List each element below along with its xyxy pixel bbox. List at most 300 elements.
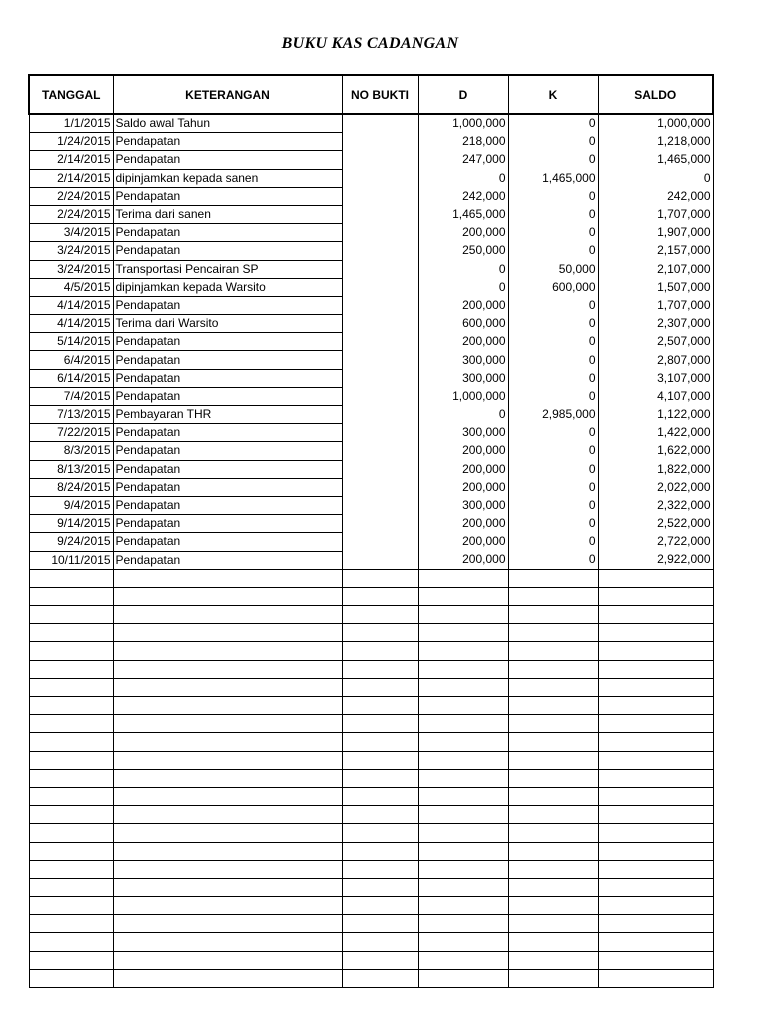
balance-cell xyxy=(598,660,713,678)
column-header-debit: D xyxy=(418,75,508,114)
table-row xyxy=(29,478,713,496)
receipt-number-cell xyxy=(342,915,418,933)
page-title: BUKU KAS CADANGAN xyxy=(281,35,459,52)
table-row xyxy=(29,333,713,351)
table-row xyxy=(29,551,713,569)
balance-cell xyxy=(598,587,713,605)
empty-table-row xyxy=(29,824,713,842)
credit-cell: 0 xyxy=(508,424,598,442)
credit-cell xyxy=(508,915,598,933)
column-header-tanggal: TANGGAL xyxy=(29,75,113,114)
balance-cell: 1,907,000 xyxy=(598,224,713,242)
debit-cell xyxy=(418,678,508,696)
debit-cell xyxy=(418,915,508,933)
date-cell xyxy=(29,806,113,824)
balance-cell: 2,322,000 xyxy=(598,496,713,514)
debit-cell xyxy=(418,733,508,751)
debit-cell: 1,000,000 xyxy=(418,387,508,405)
date-cell: 3/4/2015 xyxy=(29,224,113,242)
receipt-number-cell xyxy=(342,114,418,133)
description-cell: Transportasi Pencairan SP xyxy=(113,260,342,278)
description-cell: dipinjamkan kepada Warsito xyxy=(113,278,342,296)
balance-cell xyxy=(598,733,713,751)
description-cell xyxy=(113,787,342,805)
credit-cell: 0 xyxy=(508,387,598,405)
balance-cell xyxy=(598,951,713,969)
receipt-number-cell xyxy=(342,606,418,624)
date-cell: 4/14/2015 xyxy=(29,315,113,333)
receipt-number-cell xyxy=(342,769,418,787)
description-cell xyxy=(113,933,342,951)
description-cell xyxy=(113,678,342,696)
date-cell xyxy=(29,624,113,642)
balance-cell: 2,522,000 xyxy=(598,515,713,533)
date-cell: 2/14/2015 xyxy=(29,151,113,169)
balance-cell xyxy=(598,715,713,733)
debit-cell xyxy=(418,715,508,733)
empty-table-row xyxy=(29,715,713,733)
credit-cell: 0 xyxy=(508,133,598,151)
date-cell xyxy=(29,860,113,878)
balance-cell xyxy=(598,751,713,769)
receipt-number-cell xyxy=(342,515,418,533)
debit-cell xyxy=(418,969,508,987)
description-cell: Pendapatan xyxy=(113,369,342,387)
debit-cell: 300,000 xyxy=(418,424,508,442)
receipt-number-cell xyxy=(342,187,418,205)
column-header-keterangan: KETERANGAN xyxy=(113,75,342,114)
date-cell: 7/13/2015 xyxy=(29,406,113,424)
column-header-no-bukti: NO BUKTI xyxy=(342,75,418,114)
date-cell xyxy=(29,715,113,733)
balance-cell: 2,807,000 xyxy=(598,351,713,369)
table-row xyxy=(29,406,713,424)
receipt-number-cell xyxy=(342,733,418,751)
date-cell xyxy=(29,769,113,787)
balance-cell xyxy=(598,842,713,860)
receipt-number-cell xyxy=(342,569,418,587)
balance-cell: 1,218,000 xyxy=(598,133,713,151)
date-cell xyxy=(29,697,113,715)
receipt-number-cell xyxy=(342,824,418,842)
debit-cell: 0 xyxy=(418,278,508,296)
debit-cell xyxy=(418,624,508,642)
debit-cell: 200,000 xyxy=(418,551,508,569)
empty-table-row xyxy=(29,969,713,987)
balance-cell: 1,000,000 xyxy=(598,114,713,133)
receipt-number-cell xyxy=(342,478,418,496)
empty-table-row xyxy=(29,624,713,642)
description-cell: Pendapatan xyxy=(113,424,342,442)
receipt-number-cell xyxy=(342,133,418,151)
credit-cell: 0 xyxy=(508,351,598,369)
table-row xyxy=(29,242,713,260)
description-cell xyxy=(113,660,342,678)
date-cell: 8/13/2015 xyxy=(29,460,113,478)
empty-table-row xyxy=(29,842,713,860)
balance-cell: 2,107,000 xyxy=(598,260,713,278)
description-cell xyxy=(113,951,342,969)
description-cell xyxy=(113,806,342,824)
credit-cell xyxy=(508,824,598,842)
receipt-number-cell xyxy=(342,933,418,951)
debit-cell xyxy=(418,860,508,878)
description-cell: Pendapatan xyxy=(113,460,342,478)
description-cell xyxy=(113,569,342,587)
date-cell xyxy=(29,733,113,751)
debit-cell xyxy=(418,806,508,824)
description-cell: Pendapatan xyxy=(113,478,342,496)
credit-cell: 0 xyxy=(508,460,598,478)
date-cell xyxy=(29,824,113,842)
credit-cell: 0 xyxy=(508,533,598,551)
empty-table-row xyxy=(29,787,713,805)
date-cell xyxy=(29,642,113,660)
empty-table-row xyxy=(29,569,713,587)
balance-cell xyxy=(598,697,713,715)
table-row xyxy=(29,151,713,169)
receipt-number-cell xyxy=(342,533,418,551)
credit-cell xyxy=(508,806,598,824)
description-cell xyxy=(113,842,342,860)
balance-cell: 1,707,000 xyxy=(598,205,713,223)
description-cell xyxy=(113,697,342,715)
receipt-number-cell xyxy=(342,897,418,915)
balance-cell: 1,465,000 xyxy=(598,151,713,169)
debit-cell xyxy=(418,697,508,715)
date-cell xyxy=(29,933,113,951)
debit-cell: 300,000 xyxy=(418,369,508,387)
date-cell xyxy=(29,842,113,860)
table-row xyxy=(29,133,713,151)
balance-cell xyxy=(598,678,713,696)
credit-cell xyxy=(508,933,598,951)
table-row xyxy=(29,114,713,133)
description-cell: Pendapatan xyxy=(113,242,342,260)
empty-table-row xyxy=(29,678,713,696)
balance-cell: 0 xyxy=(598,169,713,187)
balance-cell: 1,507,000 xyxy=(598,278,713,296)
date-cell: 6/14/2015 xyxy=(29,369,113,387)
empty-table-row xyxy=(29,733,713,751)
credit-cell xyxy=(508,969,598,987)
debit-cell xyxy=(418,642,508,660)
balance-cell: 3,107,000 xyxy=(598,369,713,387)
balance-cell: 2,157,000 xyxy=(598,242,713,260)
empty-table-row xyxy=(29,878,713,896)
description-cell xyxy=(113,642,342,660)
receipt-number-cell xyxy=(342,878,418,896)
debit-cell: 250,000 xyxy=(418,242,508,260)
receipt-number-cell xyxy=(342,751,418,769)
date-cell: 7/22/2015 xyxy=(29,424,113,442)
description-cell xyxy=(113,751,342,769)
receipt-number-cell xyxy=(342,951,418,969)
debit-cell: 200,000 xyxy=(418,533,508,551)
description-cell xyxy=(113,824,342,842)
table-row xyxy=(29,205,713,223)
description-cell: Pendapatan xyxy=(113,515,342,533)
debit-cell: 1,000,000 xyxy=(418,114,508,133)
credit-cell: 2,985,000 xyxy=(508,406,598,424)
receipt-number-cell xyxy=(342,969,418,987)
description-cell: Pendapatan xyxy=(113,133,342,151)
debit-cell: 1,465,000 xyxy=(418,205,508,223)
date-cell xyxy=(29,606,113,624)
receipt-number-cell xyxy=(342,460,418,478)
receipt-number-cell xyxy=(342,224,418,242)
debit-cell: 200,000 xyxy=(418,515,508,533)
description-cell xyxy=(113,969,342,987)
balance-cell xyxy=(598,933,713,951)
credit-cell: 1,465,000 xyxy=(508,169,598,187)
debit-cell xyxy=(418,897,508,915)
credit-cell xyxy=(508,787,598,805)
receipt-number-cell xyxy=(342,587,418,605)
empty-table-row xyxy=(29,915,713,933)
date-cell: 9/24/2015 xyxy=(29,533,113,551)
credit-cell xyxy=(508,733,598,751)
credit-cell xyxy=(508,624,598,642)
balance-cell: 1,822,000 xyxy=(598,460,713,478)
date-cell xyxy=(29,897,113,915)
debit-cell xyxy=(418,769,508,787)
table-row xyxy=(29,315,713,333)
credit-cell xyxy=(508,587,598,605)
balance-cell: 242,000 xyxy=(598,187,713,205)
debit-cell: 300,000 xyxy=(418,496,508,514)
balance-cell: 2,722,000 xyxy=(598,533,713,551)
credit-cell xyxy=(508,678,598,696)
date-cell xyxy=(29,569,113,587)
credit-cell: 0 xyxy=(508,551,598,569)
column-header-kredit: K xyxy=(508,75,598,114)
debit-cell: 200,000 xyxy=(418,478,508,496)
credit-cell xyxy=(508,860,598,878)
balance-cell: 2,507,000 xyxy=(598,333,713,351)
receipt-number-cell xyxy=(342,697,418,715)
receipt-number-cell xyxy=(342,169,418,187)
description-cell: Pendapatan xyxy=(113,224,342,242)
credit-cell: 50,000 xyxy=(508,260,598,278)
empty-table-row xyxy=(29,697,713,715)
receipt-number-cell xyxy=(342,715,418,733)
debit-cell: 200,000 xyxy=(418,460,508,478)
credit-cell xyxy=(508,715,598,733)
receipt-number-cell xyxy=(342,551,418,569)
balance-cell: 1,707,000 xyxy=(598,296,713,314)
receipt-number-cell xyxy=(342,242,418,260)
description-cell xyxy=(113,878,342,896)
table-header-row xyxy=(29,75,713,114)
debit-cell: 200,000 xyxy=(418,224,508,242)
empty-table-row xyxy=(29,897,713,915)
receipt-number-cell xyxy=(342,624,418,642)
receipt-number-cell xyxy=(342,315,418,333)
table-row xyxy=(29,187,713,205)
table-row xyxy=(29,278,713,296)
balance-cell xyxy=(598,878,713,896)
receipt-number-cell xyxy=(342,406,418,424)
debit-cell: 242,000 xyxy=(418,187,508,205)
credit-cell xyxy=(508,642,598,660)
description-cell: Pendapatan xyxy=(113,151,342,169)
description-cell xyxy=(113,915,342,933)
debit-cell xyxy=(418,751,508,769)
credit-cell: 0 xyxy=(508,151,598,169)
description-cell xyxy=(113,606,342,624)
credit-cell: 0 xyxy=(508,496,598,514)
date-cell: 4/14/2015 xyxy=(29,296,113,314)
debit-cell xyxy=(418,660,508,678)
date-cell: 3/24/2015 xyxy=(29,260,113,278)
balance-cell xyxy=(598,624,713,642)
table-row xyxy=(29,169,713,187)
receipt-number-cell xyxy=(342,442,418,460)
receipt-number-cell xyxy=(342,151,418,169)
empty-table-row xyxy=(29,642,713,660)
table-row xyxy=(29,260,713,278)
date-cell xyxy=(29,660,113,678)
date-cell xyxy=(29,587,113,605)
empty-table-row xyxy=(29,587,713,605)
receipt-number-cell xyxy=(342,351,418,369)
debit-cell xyxy=(418,569,508,587)
receipt-number-cell xyxy=(342,333,418,351)
balance-cell: 1,622,000 xyxy=(598,442,713,460)
description-cell xyxy=(113,897,342,915)
column-header-saldo: SALDO xyxy=(598,75,713,114)
table-row xyxy=(29,460,713,478)
empty-table-row xyxy=(29,606,713,624)
date-cell: 4/5/2015 xyxy=(29,278,113,296)
description-cell xyxy=(113,715,342,733)
receipt-number-cell xyxy=(342,424,418,442)
empty-table-row xyxy=(29,860,713,878)
balance-cell xyxy=(598,769,713,787)
description-cell xyxy=(113,624,342,642)
table-row xyxy=(29,533,713,551)
date-cell xyxy=(29,878,113,896)
debit-cell xyxy=(418,933,508,951)
credit-cell: 0 xyxy=(508,442,598,460)
receipt-number-cell xyxy=(342,678,418,696)
balance-cell xyxy=(598,606,713,624)
receipt-number-cell xyxy=(342,296,418,314)
empty-table-row xyxy=(29,751,713,769)
receipt-number-cell xyxy=(342,787,418,805)
empty-table-row xyxy=(29,806,713,824)
date-cell: 1/24/2015 xyxy=(29,133,113,151)
date-cell: 7/4/2015 xyxy=(29,387,113,405)
date-cell xyxy=(29,915,113,933)
table-row xyxy=(29,296,713,314)
credit-cell xyxy=(508,769,598,787)
debit-cell: 0 xyxy=(418,169,508,187)
date-cell: 1/1/2015 xyxy=(29,114,113,133)
date-cell: 2/24/2015 xyxy=(29,205,113,223)
balance-cell: 2,022,000 xyxy=(598,478,713,496)
receipt-number-cell xyxy=(342,660,418,678)
balance-cell xyxy=(598,569,713,587)
credit-cell: 0 xyxy=(508,369,598,387)
balance-cell: 2,307,000 xyxy=(598,315,713,333)
receipt-number-cell xyxy=(342,642,418,660)
date-cell: 6/4/2015 xyxy=(29,351,113,369)
credit-cell xyxy=(508,842,598,860)
empty-table-row xyxy=(29,769,713,787)
description-cell: Pendapatan xyxy=(113,333,342,351)
debit-cell xyxy=(418,842,508,860)
credit-cell: 0 xyxy=(508,296,598,314)
credit-cell xyxy=(508,660,598,678)
debit-cell: 600,000 xyxy=(418,315,508,333)
credit-cell: 0 xyxy=(508,333,598,351)
balance-cell xyxy=(598,806,713,824)
table-row xyxy=(29,351,713,369)
description-cell xyxy=(113,733,342,751)
date-cell: 9/14/2015 xyxy=(29,515,113,533)
credit-cell xyxy=(508,751,598,769)
credit-cell xyxy=(508,897,598,915)
credit-cell xyxy=(508,569,598,587)
credit-cell: 0 xyxy=(508,187,598,205)
receipt-number-cell xyxy=(342,860,418,878)
balance-cell xyxy=(598,824,713,842)
receipt-number-cell xyxy=(342,205,418,223)
description-cell: Pendapatan xyxy=(113,387,342,405)
receipt-number-cell xyxy=(342,806,418,824)
date-cell: 2/14/2015 xyxy=(29,169,113,187)
description-cell: Pendapatan xyxy=(113,296,342,314)
receipt-number-cell xyxy=(342,278,418,296)
balance-cell: 4,107,000 xyxy=(598,387,713,405)
date-cell: 3/24/2015 xyxy=(29,242,113,260)
debit-cell xyxy=(418,824,508,842)
empty-table-row xyxy=(29,660,713,678)
balance-cell: 1,422,000 xyxy=(598,424,713,442)
empty-table-row xyxy=(29,933,713,951)
balance-cell xyxy=(598,787,713,805)
description-cell: Terima dari sanen xyxy=(113,205,342,223)
balance-cell xyxy=(598,897,713,915)
description-cell: Terima dari Warsito xyxy=(113,315,342,333)
credit-cell: 600,000 xyxy=(508,278,598,296)
date-cell: 10/11/2015 xyxy=(29,551,113,569)
credit-cell: 0 xyxy=(508,315,598,333)
date-cell xyxy=(29,969,113,987)
credit-cell xyxy=(508,606,598,624)
description-cell: Pendapatan xyxy=(113,351,342,369)
debit-cell: 200,000 xyxy=(418,442,508,460)
credit-cell: 0 xyxy=(508,224,598,242)
table-row xyxy=(29,442,713,460)
receipt-number-cell xyxy=(342,842,418,860)
balance-cell: 1,122,000 xyxy=(598,406,713,424)
description-cell xyxy=(113,769,342,787)
credit-cell: 0 xyxy=(508,205,598,223)
table-body xyxy=(29,114,713,988)
date-cell xyxy=(29,751,113,769)
debit-cell: 200,000 xyxy=(418,333,508,351)
receipt-number-cell xyxy=(342,496,418,514)
debit-cell: 300,000 xyxy=(418,351,508,369)
debit-cell xyxy=(418,787,508,805)
balance-cell xyxy=(598,915,713,933)
balance-cell xyxy=(598,642,713,660)
date-cell: 5/14/2015 xyxy=(29,333,113,351)
description-cell: dipinjamkan kepada sanen xyxy=(113,169,342,187)
